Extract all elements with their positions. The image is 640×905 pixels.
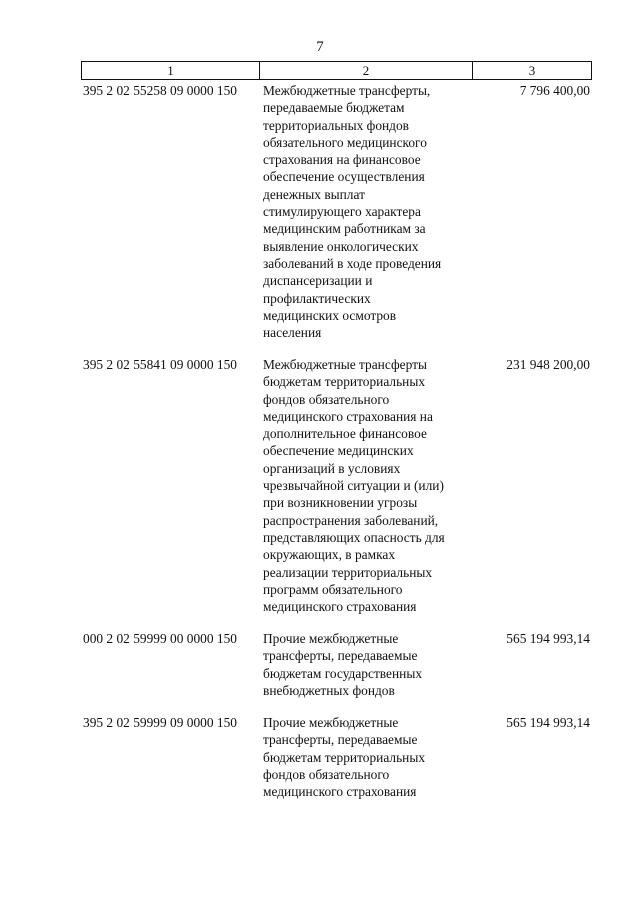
table-header (81, 61, 592, 80)
row-amount: 565 194 993,14 (506, 631, 590, 646)
page-number: 7 (316, 39, 324, 55)
column-header-1: 1 (82, 62, 260, 79)
row-description: Прочие межбюджетные трансферты, передаваемые бюджетам государственных внебюджетных фондов (263, 631, 423, 698)
row-description: Межбюджетные трансферты бюджетам территориальных фондов обязательного медицинского страхования на дополнительное финансовое обеспечение медицинских организаций в условиях чрезвычайной ситуации и (или) при возникновении угрозы распространения заболеваний, представляющих опасность для окружающих, в рамках реализации территориальных программ обязательного медицинского страхования (263, 357, 445, 615)
classification-code: 000 2 02 59999 00 0000 150 (83, 631, 237, 646)
row-description: Прочие межбюджетные трансферты, передаваемые бюджетам территориальных фондов обязательного медицинского страхования (263, 715, 426, 800)
row-description: Межбюджетные трансферты, передаваемые бюджетам территориальных фондов обязательного медицинского страхования на финансовое обеспечение осуществления денежных выплат стимулирующего характера медицинским работникам за выявление онкологических заболеваний в ходе проведения диспансеризации и профилактических медицинских осмотров населения (263, 83, 442, 341)
row-amount: 7 796 400,00 (519, 83, 590, 98)
column-header-2: 2 (260, 62, 473, 79)
column-header-3: 3 (528, 63, 536, 78)
classification-code: 395 2 02 55841 09 0000 150 (83, 357, 237, 372)
classification-code: 395 2 02 59999 09 0000 150 (83, 715, 237, 730)
row-amount: 565 194 993,14 (506, 715, 590, 730)
row-amount: 231 948 200,00 (506, 357, 590, 372)
classification-code: 395 2 02 55258 09 0000 150 (83, 83, 237, 98)
